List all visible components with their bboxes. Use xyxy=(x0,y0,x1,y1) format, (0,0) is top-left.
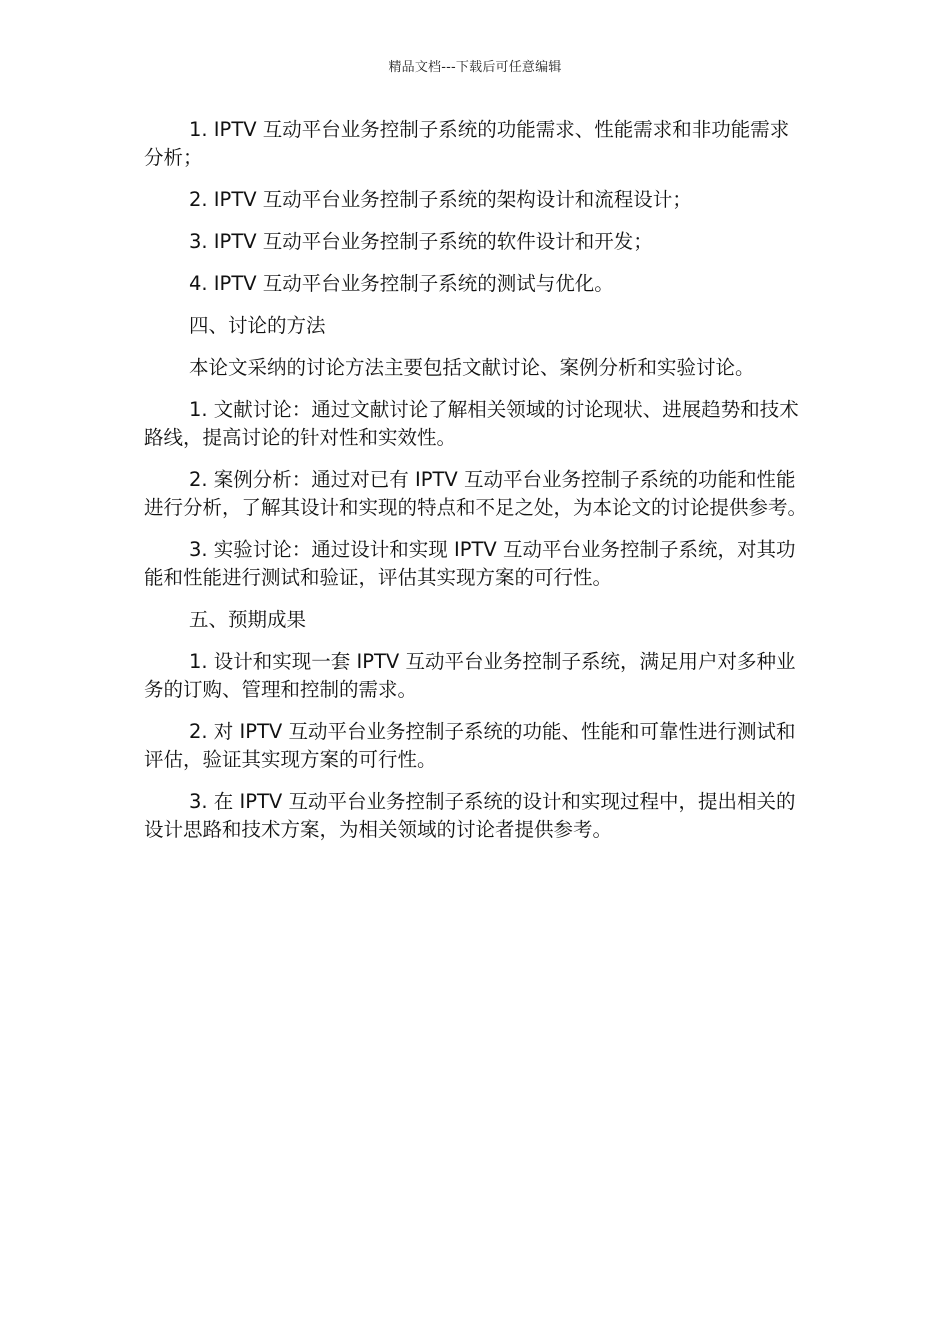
document-body xyxy=(144,116,808,858)
outcome-implementation: 1. 设计和实现一套 IPTV 互动平台业务控制子系统，满足用户对多种业务的订购、管理和控制的需求。 xyxy=(144,650,796,701)
list-item-testing-optimization: 4. IPTV 互动平台业务控制子系统的测试与优化。 xyxy=(189,272,614,295)
section-heading-outcomes: 五、预期成果 xyxy=(189,608,307,631)
method-experiment: 3. 实验讨论：通过设计和实现 IPTV 互动平台业务控制子系统，对其功能和性能进行测试和验证，评估其实现方案的可行性。 xyxy=(144,538,796,589)
section-heading-methods: 四、讨论的方法 xyxy=(189,314,326,337)
list-item-architecture-design: 2. IPTV 互动平台业务控制子系统的架构设计和流程设计； xyxy=(189,188,692,211)
list-item-software-development: 3. IPTV 互动平台业务控制子系统的软件设计和开发； xyxy=(189,230,653,253)
method-case-analysis: 2. 案例分析：通过对已有 IPTV 互动平台业务控制子系统的功能和性能进行分析，了解其设计和实现的特点和不足之处，为本论文的讨论提供参考。 xyxy=(144,468,808,519)
outcome-design-approach: 3. 在 IPTV 互动平台业务控制子系统的设计和实现过程中，提出相关的设计思路和技术方案，为相关领域的讨论者提供参考。 xyxy=(144,790,796,841)
method-literature: 1. 文献讨论：通过文献讨论了解相关领域的讨论现状、进展趋势和技术路线，提高讨论的针对性和实效性。 xyxy=(144,398,799,449)
page-header: 精品文档---下载后可任意编辑 xyxy=(388,60,562,75)
methods-intro: 本论文采纳的讨论方法主要包括文献讨论、案例分析和实验讨论。 xyxy=(189,356,755,379)
outcome-evaluation: 2. 对 IPTV 互动平台业务控制子系统的功能、性能和可靠性进行测试和评估，验证其实现方案的可行性。 xyxy=(144,720,796,771)
list-item-requirements-analysis: 1. IPTV 互动平台业务控制子系统的功能需求、性能需求和非功能需求分析； xyxy=(144,118,790,169)
